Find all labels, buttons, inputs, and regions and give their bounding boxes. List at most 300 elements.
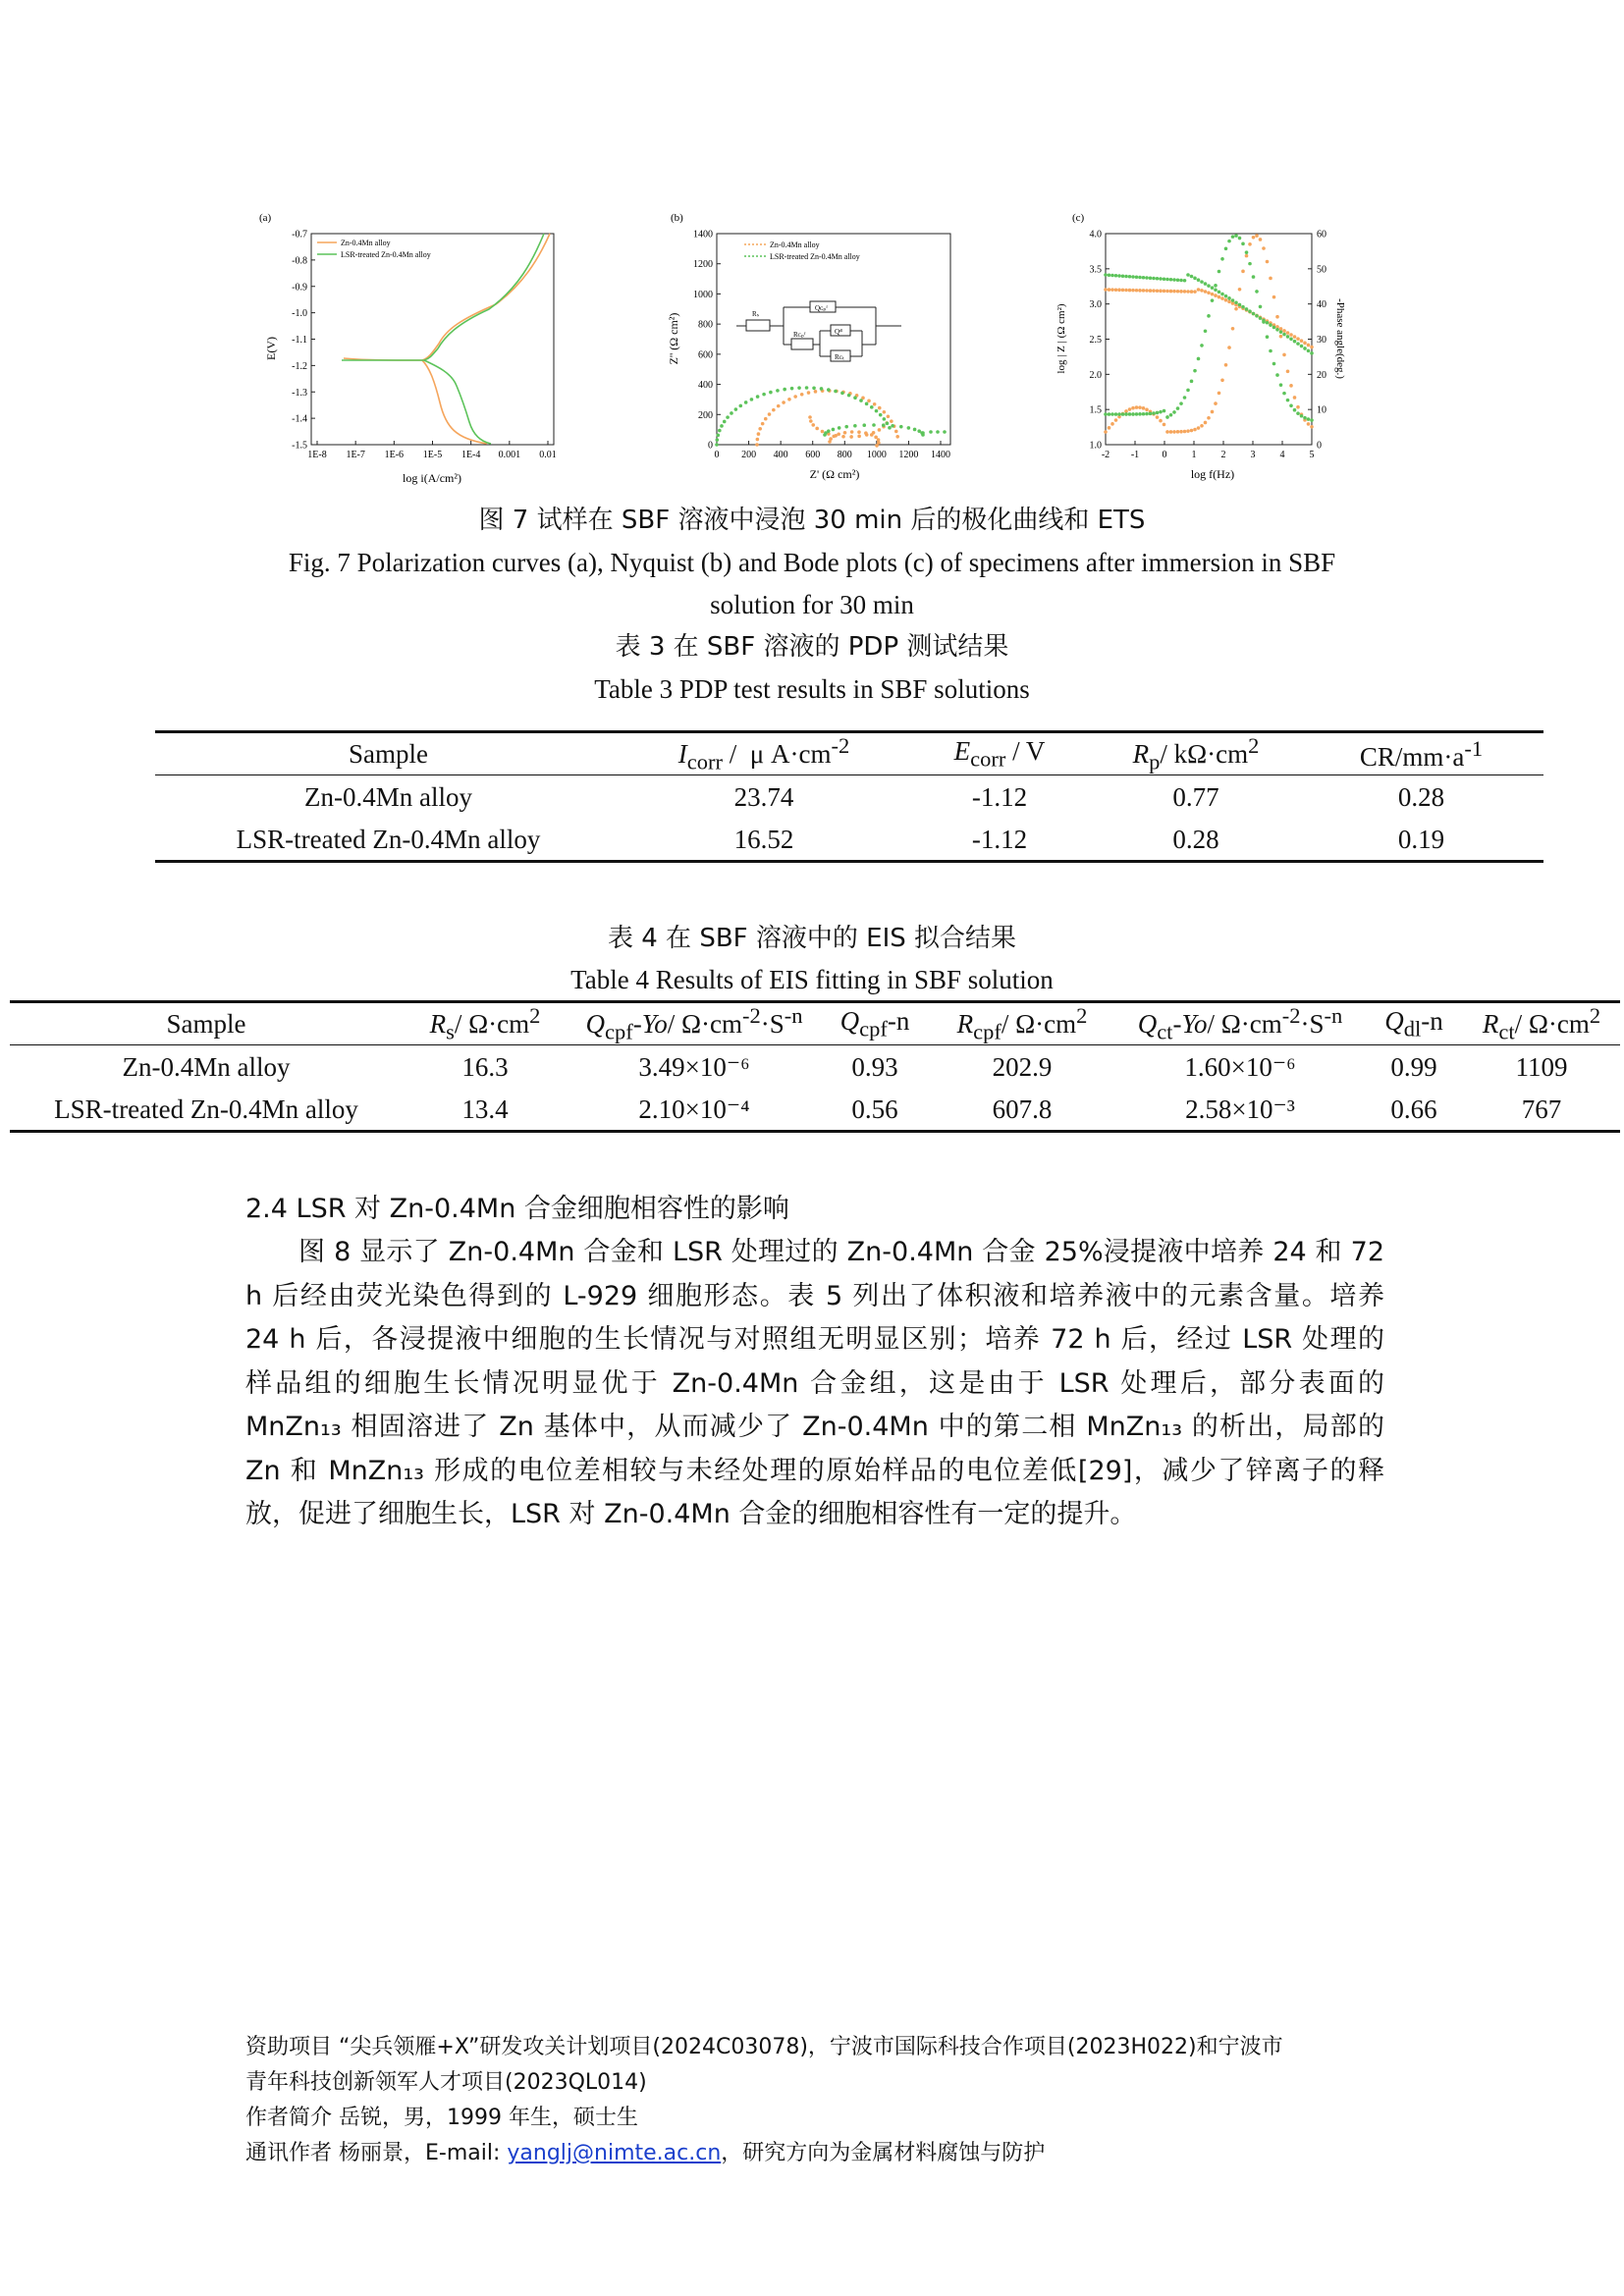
tick-label: 3 — [1250, 450, 1256, 460]
tick-label: 30 — [1317, 335, 1326, 346]
data-point — [1110, 412, 1114, 416]
data-point — [1214, 401, 1218, 405]
data-point — [1218, 295, 1221, 299]
data-point — [1220, 293, 1224, 296]
panel-b-label: (b) — [671, 212, 683, 224]
table-4-header-row — [10, 1002, 1620, 1045]
data-point — [1104, 273, 1108, 277]
panel-c-ylabel: log | Z | (Ω cm²) — [1056, 303, 1067, 374]
data-point — [1224, 363, 1228, 367]
table-4-header-qdl-n: $Q_{dl}-n$ — [1384, 1006, 1443, 1041]
data-point — [1307, 417, 1311, 421]
data-point — [1131, 406, 1135, 410]
data-point — [895, 435, 899, 439]
table-cell: 0.56 — [851, 1094, 898, 1124]
data-point — [875, 409, 879, 413]
data-point — [1138, 289, 1142, 293]
table-3-header-row — [155, 732, 1543, 775]
data-point — [1117, 412, 1121, 416]
data-point — [1197, 357, 1201, 361]
data-point — [929, 430, 933, 434]
data-point — [834, 434, 838, 438]
data-point — [832, 428, 836, 432]
data-point — [1186, 273, 1190, 277]
tick-label: 0 — [1317, 440, 1322, 452]
circuit-qdl: Qᵈˡ — [835, 328, 843, 336]
data-point — [872, 431, 876, 435]
footnote — [245, 2030, 1384, 2171]
table-row — [155, 775, 1543, 819]
data-point — [1156, 289, 1160, 293]
data-point — [1286, 331, 1290, 335]
data-point — [827, 429, 831, 433]
data-point — [1259, 316, 1263, 320]
data-point — [1204, 282, 1208, 286]
data-point — [1252, 236, 1256, 240]
panel-a-legend-lsr: LSR-treated Zn-0.4Mn alloy — [341, 250, 431, 259]
data-point — [886, 421, 890, 425]
data-point — [1272, 295, 1276, 299]
data-point — [1269, 349, 1272, 353]
data-point — [1293, 408, 1297, 412]
data-point — [1303, 416, 1307, 420]
tick-label: 1.0 — [1089, 440, 1102, 452]
data-point — [857, 430, 861, 434]
data-point — [1275, 315, 1279, 319]
panel-b-legend-zn: Zn-0.4Mn alloy — [770, 240, 820, 249]
panel-c-label: (c) — [1072, 212, 1085, 224]
data-point — [1241, 305, 1245, 309]
table-3-header-icorr: $I_{corr}$ / μ $A\cdot cm^{-2}$ — [677, 733, 850, 774]
data-point — [1224, 294, 1228, 298]
data-point — [1149, 276, 1153, 280]
data-point — [1231, 235, 1235, 239]
data-point — [1190, 275, 1194, 279]
data-point — [744, 400, 748, 404]
data-point — [1282, 333, 1286, 337]
data-point — [1231, 327, 1235, 331]
data-point — [1169, 413, 1173, 417]
data-point — [1310, 351, 1314, 355]
data-point — [1200, 280, 1204, 284]
data-point — [1131, 289, 1135, 293]
data-point — [1245, 307, 1249, 311]
data-point — [1224, 247, 1228, 251]
nyquist-series-zn — [755, 389, 899, 447]
paragraph-line: 样品组的细胞生长情况明显优于 Zn-0.4Mn 合金组，这是由于 LSR 处理后，部分表面的 — [245, 1367, 1384, 1399]
data-point — [882, 423, 886, 427]
data-point — [857, 435, 861, 439]
data-point — [1220, 257, 1224, 261]
tick-label: 1E-5 — [422, 450, 443, 460]
data-point — [872, 423, 876, 427]
data-point — [1227, 296, 1231, 300]
data-point — [1193, 428, 1197, 432]
data-point — [1266, 260, 1270, 264]
table-3-title-cn: 表 3 在 SBF 溶液的 PDP 测试结果 — [615, 632, 1009, 662]
tick-label: 600 — [698, 349, 713, 361]
data-point — [1186, 290, 1190, 294]
panel-b-ylabel: Z'' (Ω cm²) — [667, 312, 680, 365]
data-point — [1172, 430, 1176, 434]
figure-7-caption-cn — [0, 499, 1624, 542]
table-4-header-rs: $R_s/$ $\Omega\cdot cm^2$ — [429, 1003, 541, 1044]
data-point — [821, 430, 825, 434]
footnote-author: 作者简介 岳锐，男，1999 年生，硕士生 — [245, 2106, 638, 2130]
data-point — [1200, 344, 1204, 347]
data-point — [943, 430, 947, 434]
data-point — [1245, 250, 1249, 254]
data-point — [1114, 274, 1118, 278]
data-point — [1114, 412, 1118, 416]
data-point — [1186, 429, 1190, 433]
data-point — [820, 387, 824, 391]
tick-label: 200 — [698, 409, 713, 421]
table-3-header-rp: $R_p/$ $k\Omega\cdot cm^2$ — [1132, 733, 1260, 774]
tick-label: -1.0 — [292, 308, 307, 320]
table-cell: 0.77 — [1172, 781, 1219, 812]
data-point — [1165, 290, 1169, 294]
data-point — [827, 388, 831, 392]
data-point — [838, 426, 841, 430]
data-point — [907, 426, 911, 430]
data-point — [1176, 430, 1180, 434]
table-cell: 0.19 — [1397, 824, 1445, 854]
data-point — [1303, 347, 1307, 350]
table-cell: 767 — [1521, 1094, 1562, 1124]
data-point — [1163, 423, 1166, 427]
data-point — [1204, 421, 1208, 425]
tick-label: -2 — [1101, 450, 1110, 460]
panel-c-ylabel-right: -Phase angle(deg.) — [1334, 298, 1345, 379]
tick-label: -1.3 — [292, 387, 307, 399]
data-point — [1169, 278, 1173, 282]
data-point — [768, 412, 772, 416]
tick-label: 1400 — [931, 450, 950, 460]
data-point — [887, 415, 891, 419]
data-point — [1108, 412, 1111, 416]
data-point — [849, 435, 853, 439]
data-point — [790, 387, 794, 391]
data-point — [1135, 405, 1139, 409]
tick-label: 1000 — [693, 289, 713, 300]
data-point — [1138, 412, 1142, 416]
data-point — [899, 425, 903, 429]
data-point — [787, 398, 791, 401]
data-point — [1193, 290, 1197, 294]
data-point — [1227, 300, 1231, 304]
data-point — [1179, 290, 1183, 294]
data-point — [1165, 415, 1169, 419]
data-point — [1163, 409, 1166, 413]
table-3-title-en: Table 3 PDP test results in SBF solutions — [594, 674, 1030, 704]
data-point — [853, 396, 857, 400]
data-point — [1159, 419, 1163, 423]
tick-label: 4 — [1279, 450, 1285, 460]
tick-label: 3.5 — [1089, 264, 1102, 276]
panel-a-frame — [311, 234, 554, 445]
circuit-rs: Rₛ — [752, 310, 760, 318]
tick-label: 0.01 — [539, 450, 557, 460]
data-point — [715, 443, 719, 447]
data-point — [1110, 422, 1114, 426]
data-point — [772, 408, 776, 412]
data-point — [1165, 430, 1169, 434]
table-3-header-ecorr: $E_{corr}$ / V — [953, 736, 1046, 772]
data-point — [1183, 290, 1187, 294]
data-point — [1296, 342, 1300, 346]
panel-a-curve-zn — [344, 234, 550, 444]
data-point — [1124, 289, 1128, 293]
data-point — [1272, 362, 1276, 366]
data-point — [1104, 412, 1108, 416]
data-point — [1255, 314, 1259, 318]
data-point — [1172, 278, 1176, 282]
data-point — [1131, 412, 1135, 416]
data-point — [891, 424, 894, 428]
tick-label: 200 — [741, 450, 757, 460]
table-3 — [155, 730, 1543, 863]
data-point — [1204, 329, 1208, 333]
paragraph-line: 放，促进了细胞生长，LSR 对 Zn-0.4Mn 合金的细胞相容性有一定的提升。 — [245, 1499, 1137, 1529]
data-point — [1197, 288, 1201, 292]
tick-label: 0 — [1162, 450, 1167, 460]
data-point — [1289, 403, 1293, 407]
data-point — [1262, 246, 1266, 250]
data-point — [777, 404, 781, 408]
data-point — [809, 419, 813, 423]
data-point — [1307, 349, 1311, 353]
panel-a-xlabel: log i(A/cm²) — [403, 471, 461, 485]
data-point — [814, 390, 818, 394]
table-cell: 16.52 — [733, 824, 794, 854]
data-point — [1128, 289, 1132, 293]
data-point — [1227, 346, 1231, 349]
table-cell: 0.99 — [1390, 1051, 1437, 1082]
table-cell: 202.9 — [992, 1051, 1053, 1082]
data-point — [1207, 284, 1211, 288]
data-point — [1289, 338, 1293, 342]
panel-c-xlabel: log f(Hz) — [1190, 467, 1235, 481]
data-point — [1269, 323, 1272, 327]
data-point — [844, 425, 848, 429]
data-point — [1279, 383, 1283, 387]
data-point — [776, 389, 780, 393]
tick-label: 400 — [698, 380, 713, 392]
email-link[interactable]: yanglj@nimte.ac.cn — [507, 2141, 722, 2165]
data-point — [1186, 389, 1190, 393]
section-body — [245, 1231, 1384, 1537]
table-cell: 16.3 — [461, 1051, 509, 1082]
bode-series — [1104, 234, 1314, 434]
tick-label: 20 — [1317, 369, 1326, 381]
tick-label: -1.5 — [292, 440, 307, 452]
data-point — [1124, 412, 1128, 416]
data-point — [1234, 300, 1238, 304]
data-point — [1241, 270, 1245, 274]
data-point — [1114, 418, 1118, 422]
table-cell: Zn-0.4Mn alloy — [304, 781, 472, 812]
figure-7-caption-en-2: solution for 30 min — [710, 590, 914, 619]
panel-c-yticks-right — [1308, 230, 1326, 452]
data-point — [1300, 345, 1304, 348]
paragraph-line: 图 8 显示了 Zn-0.4Mn 合金和 LSR 处理过的 Zn-0.4Mn 合金 25%浸提液中培养 24 和 72 — [298, 1237, 1384, 1267]
data-point — [913, 428, 917, 432]
footnote-corresponding-suffix: ，研究方向为金属材料腐蚀与防护 — [721, 2141, 1046, 2165]
tick-label: -0.7 — [292, 229, 307, 240]
panel-a-label: (a) — [259, 212, 272, 224]
data-point — [1218, 291, 1221, 294]
data-point — [1259, 305, 1263, 309]
data-point — [1303, 342, 1307, 346]
data-point — [1176, 406, 1180, 410]
data-point — [1207, 416, 1211, 420]
data-point — [1190, 290, 1194, 294]
section-heading: 2.4 LSR 对 Zn-0.4Mn 合金细胞相容性的影响 — [245, 1194, 789, 1224]
tick-label: 800 — [837, 450, 852, 460]
data-point — [883, 410, 887, 414]
data-point — [1169, 430, 1173, 434]
table-cell: Zn-0.4Mn alloy — [122, 1051, 291, 1082]
data-point — [878, 428, 882, 432]
data-point — [1135, 289, 1139, 293]
data-point — [1211, 293, 1215, 296]
tick-label: -1.4 — [292, 413, 307, 425]
data-point — [808, 415, 812, 419]
table-cell: 1109 — [1515, 1051, 1568, 1082]
circuit-qcpf: Qᴄₚᶠ — [815, 304, 828, 312]
data-point — [800, 393, 804, 397]
data-point — [1124, 275, 1128, 279]
data-point — [1286, 399, 1290, 402]
table-row — [10, 1045, 1620, 1089]
data-point — [1262, 320, 1266, 324]
data-point — [1149, 289, 1153, 293]
data-point — [755, 443, 759, 447]
figure-7-svg — [245, 201, 1345, 496]
data-point — [1152, 289, 1156, 293]
data-point — [865, 402, 869, 406]
data-point — [1266, 321, 1270, 325]
data-point — [716, 438, 720, 442]
tick-label: 40 — [1317, 299, 1326, 311]
footnote-corresponding — [245, 2136, 1384, 2171]
data-point — [730, 411, 733, 415]
tick-label: 800 — [698, 319, 713, 331]
table-4 — [10, 1000, 1620, 1133]
data-point — [782, 400, 785, 404]
data-point — [1266, 335, 1270, 339]
data-point — [769, 391, 773, 395]
table-4-header-qcpf-n: $Q_{cpf}-n$ — [839, 1006, 910, 1041]
data-point — [718, 429, 722, 433]
figure-7-caption-en-1: Fig. 7 Polarization curves (a), Nyquist (b) and Bode plots (c) of specimens after immersion in SBF — [288, 548, 1336, 577]
data-point — [807, 391, 811, 395]
table-cell: 13.4 — [461, 1094, 509, 1124]
data-point — [1220, 296, 1224, 300]
data-point — [1296, 411, 1300, 415]
data-point — [1214, 294, 1218, 297]
tick-label: 0 — [714, 450, 720, 460]
data-point — [1176, 290, 1180, 294]
table-cell: LSR-treated Zn-0.4Mn alloy — [54, 1094, 358, 1124]
tick-label: 1200 — [898, 450, 919, 460]
panel-b-xticks — [715, 441, 951, 460]
data-point — [1214, 284, 1218, 288]
circuit-rct: Rᴄₜ — [835, 353, 845, 361]
table-4-header-rct: $R_{ct}/$ $\Omega\cdot cm^2$ — [1482, 1003, 1601, 1044]
data-point — [1138, 405, 1142, 409]
data-point — [1156, 277, 1160, 281]
tick-label: 0.001 — [498, 450, 521, 460]
table-cell: 0.93 — [851, 1051, 898, 1082]
data-point — [1252, 275, 1256, 279]
data-point — [1204, 290, 1208, 294]
panel-b-legend-lsr: LSR-treated Zn-0.4Mn alloy — [770, 252, 860, 261]
table-cell: 3.49×10⁻⁶ — [638, 1051, 750, 1082]
panel-a-legend-zn: Zn-0.4Mn alloy — [341, 239, 391, 247]
data-point — [834, 390, 838, 394]
data-point — [1248, 242, 1252, 246]
figure-7-caption-cn-number: 图 7 — [478, 506, 529, 535]
data-point — [812, 386, 816, 390]
data-point — [764, 417, 768, 421]
panel-a-xticks — [307, 441, 556, 460]
tick-label: 1E-7 — [346, 450, 365, 460]
tick-label: 1.5 — [1089, 404, 1102, 416]
data-point — [1293, 340, 1297, 344]
data-point — [793, 395, 797, 399]
data-point — [1211, 286, 1215, 290]
data-point — [1179, 430, 1183, 434]
data-point — [1248, 262, 1252, 266]
data-point — [840, 392, 844, 396]
data-point — [1245, 254, 1249, 258]
tick-label: 3.0 — [1089, 299, 1102, 311]
data-point — [1108, 288, 1111, 292]
data-point — [1255, 290, 1259, 294]
data-point — [1135, 412, 1139, 416]
data-point — [1159, 277, 1163, 281]
data-point — [1152, 277, 1156, 281]
data-point — [894, 430, 898, 434]
table-cell: 23.74 — [733, 781, 794, 812]
footnote-funding-2: 青年科技创新领军人才项目(2023QL014) — [245, 2070, 647, 2095]
data-point — [1142, 289, 1146, 293]
footnote-corresponding-prefix: 通讯作者 杨丽景，E-mail: — [245, 2141, 508, 2165]
data-point — [883, 417, 887, 421]
tick-label: 2.5 — [1089, 335, 1102, 346]
data-point — [1190, 429, 1194, 433]
data-point — [878, 406, 882, 410]
data-point — [1145, 276, 1149, 280]
data-point — [1110, 274, 1114, 278]
data-point — [1149, 412, 1153, 416]
data-point — [1252, 312, 1256, 316]
data-point — [1296, 405, 1300, 409]
data-point — [843, 431, 847, 435]
data-point — [1289, 384, 1293, 388]
data-point — [1293, 396, 1297, 400]
tick-label: 600 — [805, 450, 821, 460]
data-point — [1248, 309, 1252, 313]
panel-c-xticks — [1102, 441, 1315, 460]
data-point — [1214, 288, 1218, 292]
panel-b-frame — [717, 234, 950, 445]
panel-b-xlabel: Z' (Ω cm²) — [809, 467, 860, 481]
data-point — [1121, 412, 1125, 416]
data-point — [1272, 326, 1276, 330]
